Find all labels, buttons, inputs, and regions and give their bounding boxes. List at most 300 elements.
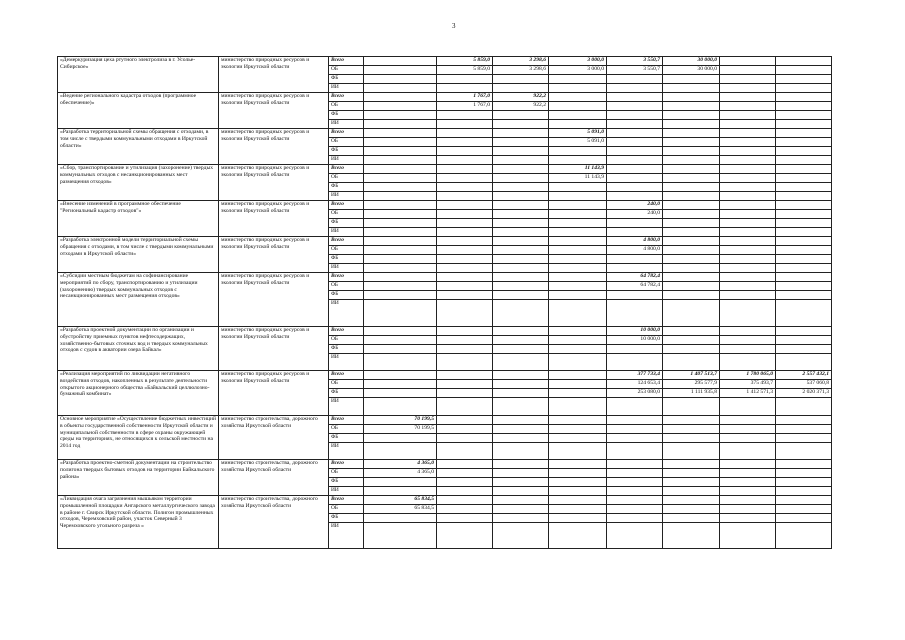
responsible-agency: министерство природных ресурсов и экологии Иркутской области (219, 371, 329, 416)
amount-cell (549, 192, 607, 201)
amount-cell (364, 66, 437, 75)
amount-cell: 3 550,7 (607, 66, 663, 75)
funding-source: ФБ (329, 478, 364, 487)
amount-cell (493, 282, 549, 291)
amount-cell (607, 434, 663, 443)
amount-cell (364, 345, 437, 354)
page-number: 3 (452, 22, 456, 30)
amount-cell (549, 300, 607, 327)
amount-cell (776, 354, 832, 371)
amount-cell (607, 75, 663, 84)
amount-cell (549, 425, 607, 434)
amount-cell (720, 201, 776, 210)
amount-cell (493, 336, 549, 345)
amount-cell (437, 460, 493, 469)
amount-cell (549, 354, 607, 371)
amount-cell (720, 291, 776, 300)
amount-cell (720, 111, 776, 120)
funding-source: Всего (329, 93, 364, 102)
funding-source: ИИ (329, 354, 364, 371)
amount-cell (776, 192, 832, 201)
amount-cell (493, 300, 549, 327)
amount-cell (364, 156, 437, 165)
amount-cell (364, 354, 437, 371)
amount-cell (776, 478, 832, 487)
amount-cell (663, 398, 720, 416)
funding-source: ФБ (329, 434, 364, 443)
amount-cell (437, 138, 493, 147)
amount-cell: 1 412 571,3 (720, 389, 776, 398)
responsible-agency: министерство природных ресурсов и экологии Иркутской области (219, 327, 329, 371)
amount-cell (776, 282, 832, 291)
amount-cell (607, 398, 663, 416)
amount-cell (364, 102, 437, 111)
amount-cell: 30 000,0 (663, 66, 720, 75)
amount-cell (549, 264, 607, 273)
amount-cell (437, 228, 493, 237)
amount-cell (437, 505, 493, 514)
amount-cell (437, 300, 493, 327)
amount-cell (549, 487, 607, 496)
amount-cell: 240,0 (607, 201, 663, 210)
amount-cell (720, 246, 776, 255)
amount-cell (663, 469, 720, 478)
amount-cell (776, 210, 832, 219)
amount-cell (720, 147, 776, 156)
amount-cell (663, 156, 720, 165)
amount-cell (493, 478, 549, 487)
amount-cell (720, 416, 776, 425)
amount-cell: 375 493,7 (720, 380, 776, 389)
amount-cell (364, 183, 437, 192)
amount-cell (607, 219, 663, 228)
amount-cell (607, 174, 663, 183)
amount-cell (364, 434, 437, 443)
amount-cell (437, 469, 493, 478)
funding-source: ФБ (329, 183, 364, 192)
amount-cell (663, 514, 720, 523)
amount-cell (549, 434, 607, 443)
activity-name: «Демеркуризация цеха ртутного электролиза в г. Усолье-Сибирское» (58, 57, 219, 93)
amount-cell (549, 514, 607, 523)
amount-cell (549, 102, 607, 111)
amount-cell (364, 84, 437, 93)
amount-cell (663, 138, 720, 147)
amount-cell (720, 282, 776, 291)
amount-cell (549, 371, 607, 380)
amount-cell (720, 273, 776, 282)
amount-cell (437, 129, 493, 138)
amount-cell (663, 246, 720, 255)
amount-cell (663, 237, 720, 246)
amount-cell (364, 478, 437, 487)
amount-cell: 70 199,5 (364, 425, 437, 434)
amount-cell (364, 443, 437, 460)
amount-cell (437, 398, 493, 416)
amount-cell (493, 228, 549, 237)
responsible-agency: министерство строительства, дорожного хозяйства Иркутской области (219, 496, 329, 549)
responsible-agency: министерство природных ресурсов и экологии Иркутской области (219, 57, 329, 93)
amount-cell (776, 183, 832, 192)
amount-cell (663, 129, 720, 138)
amount-cell (493, 219, 549, 228)
amount-cell (720, 345, 776, 354)
amount-cell (607, 165, 663, 174)
amount-cell (720, 138, 776, 147)
amount-cell: 1 111 935,8 (663, 389, 720, 398)
amount-cell (663, 416, 720, 425)
amount-cell (364, 75, 437, 84)
amount-cell (720, 210, 776, 219)
amount-cell (493, 84, 549, 93)
amount-cell: 5 859,0 (437, 66, 493, 75)
amount-cell (493, 147, 549, 156)
amount-cell (776, 66, 832, 75)
amount-cell (720, 156, 776, 165)
amount-cell (776, 75, 832, 84)
amount-cell (720, 354, 776, 371)
amount-cell: 64 782,4 (607, 273, 663, 282)
funding-source: ФБ (329, 75, 364, 84)
amount-cell (776, 273, 832, 282)
amount-cell: 5 091,0 (549, 138, 607, 147)
amount-cell (549, 416, 607, 425)
amount-cell (493, 443, 549, 460)
responsible-agency: министерство природных ресурсов и экологии Иркутской области (219, 273, 329, 327)
amount-cell (549, 210, 607, 219)
amount-cell (493, 75, 549, 84)
amount-cell (663, 192, 720, 201)
amount-cell (493, 138, 549, 147)
amount-cell: 11 143,9 (549, 165, 607, 174)
amount-cell (607, 102, 663, 111)
amount-cell (437, 523, 493, 549)
table-row (58, 93, 832, 102)
amount-cell (607, 345, 663, 354)
table-row (58, 201, 832, 210)
amount-cell (437, 165, 493, 174)
table-row (58, 496, 832, 505)
amount-cell (364, 300, 437, 327)
amount-cell (364, 398, 437, 416)
amount-cell (493, 460, 549, 469)
amount-cell (607, 84, 663, 93)
amount-cell (776, 147, 832, 156)
amount-cell (720, 336, 776, 345)
amount-cell (437, 120, 493, 129)
amount-cell (437, 345, 493, 354)
amount-cell (607, 460, 663, 469)
funding-source: ИИ (329, 300, 364, 327)
amount-cell: 10 000,0 (607, 327, 663, 336)
activity-name: «Разработка электронной модели территориальной схемы обращения с отходами, в том числе с твердыми коммунальными отходами в Иркутской области» (58, 237, 219, 273)
activity-name: Основное мероприятие «Осуществление бюджетных инвестиций в объекты государственной собственности Иркутской области и муниципальной собственности в сфере охраны окружающей среды на территориях, не относящихся к сельской местности на 2014 год (58, 416, 219, 460)
amount-cell (364, 111, 437, 120)
amount-cell (663, 273, 720, 282)
amount-cell (549, 237, 607, 246)
amount-cell (776, 398, 832, 416)
amount-cell (663, 478, 720, 487)
amount-cell (437, 443, 493, 460)
amount-cell: 253 080,0 (607, 389, 663, 398)
amount-cell (364, 201, 437, 210)
funding-source: ФБ (329, 389, 364, 398)
amount-cell (720, 327, 776, 336)
amount-cell (607, 514, 663, 523)
amount-cell (493, 129, 549, 138)
amount-cell (364, 138, 437, 147)
amount-cell (720, 443, 776, 460)
amount-cell: 4 365,0 (364, 460, 437, 469)
amount-cell (776, 434, 832, 443)
amount-cell (364, 219, 437, 228)
funding-source: Всего (329, 57, 364, 66)
amount-cell (549, 246, 607, 255)
amount-cell (549, 380, 607, 389)
amount-cell (493, 371, 549, 380)
amount-cell (776, 93, 832, 102)
amount-cell (607, 120, 663, 129)
amount-cell (493, 487, 549, 496)
amount-cell (437, 273, 493, 282)
activity-name: «Разработка проектной документации по организации и обустройству приемных пунктов нефтесодержащих, хозяйственно-бытовых сточных вод и твердых коммунальных отходов с судов в акватории озера Байкал» (58, 327, 219, 371)
amount-cell: 922,2 (493, 102, 549, 111)
amount-cell (493, 165, 549, 174)
amount-cell (364, 120, 437, 129)
amount-cell (607, 443, 663, 460)
amount-cell (364, 273, 437, 282)
funding-source: ОБ (329, 102, 364, 111)
amount-cell (437, 84, 493, 93)
amount-cell (493, 273, 549, 282)
funding-source: Всего (329, 496, 364, 505)
amount-cell (549, 336, 607, 345)
amount-cell (549, 460, 607, 469)
amount-cell (364, 174, 437, 183)
amount-cell (549, 496, 607, 505)
amount-cell (549, 345, 607, 354)
funding-source: ОБ (329, 282, 364, 291)
amount-cell: 5 859,0 (437, 57, 493, 66)
amount-cell (493, 156, 549, 165)
table-row (58, 165, 832, 174)
amount-cell (364, 255, 437, 264)
funding-source: ФБ (329, 291, 364, 300)
amount-cell (549, 389, 607, 398)
amount-cell: 1 767,0 (437, 102, 493, 111)
responsible-agency: министерство строительства, дорожного хозяйства Иркутской области (219, 416, 329, 460)
activity-name: «Субсидии местным бюджетам на софинансирование мероприятий по сбору, транспортированию и утилизации (захоронению) твердых коммунальных отходов с несанкционированных мест размещения отходов» (58, 273, 219, 327)
amount-cell (720, 129, 776, 138)
amount-cell: 3 298,6 (493, 66, 549, 75)
funding-source: Всего (329, 460, 364, 469)
amount-cell (364, 210, 437, 219)
amount-cell (549, 469, 607, 478)
amount-cell (493, 327, 549, 336)
amount-cell (720, 505, 776, 514)
amount-cell (607, 156, 663, 165)
amount-cell (493, 210, 549, 219)
amount-cell (437, 487, 493, 496)
amount-cell (663, 255, 720, 264)
amount-cell: 65 834,5 (364, 505, 437, 514)
amount-cell (663, 120, 720, 129)
amount-cell: 30 000,0 (663, 57, 720, 66)
amount-cell (720, 165, 776, 174)
amount-cell (720, 469, 776, 478)
amount-cell (776, 443, 832, 460)
amount-cell (776, 219, 832, 228)
amount-cell (607, 416, 663, 425)
amount-cell (607, 354, 663, 371)
amount-cell (364, 371, 437, 380)
funding-source: ИИ (329, 228, 364, 237)
amount-cell (607, 291, 663, 300)
funding-source: ОБ (329, 138, 364, 147)
amount-cell (607, 478, 663, 487)
amount-cell (720, 237, 776, 246)
amount-cell (437, 416, 493, 425)
amount-cell (607, 129, 663, 138)
amount-cell (663, 496, 720, 505)
responsible-agency: министерство природных ресурсов и экологии Иркутской области (219, 201, 329, 237)
funding-source: ОБ (329, 505, 364, 514)
amount-cell (663, 425, 720, 434)
amount-cell (364, 514, 437, 523)
amount-cell (720, 192, 776, 201)
amount-cell (549, 183, 607, 192)
amount-cell (437, 210, 493, 219)
amount-cell (663, 102, 720, 111)
amount-cell (437, 111, 493, 120)
amount-cell (776, 174, 832, 183)
amount-cell (493, 237, 549, 246)
amount-cell (437, 201, 493, 210)
amount-cell (549, 120, 607, 129)
amount-cell (493, 505, 549, 514)
table-row (58, 460, 832, 469)
amount-cell (549, 228, 607, 237)
amount-cell (364, 147, 437, 156)
amount-cell (776, 327, 832, 336)
amount-cell (437, 514, 493, 523)
amount-cell (720, 300, 776, 327)
funding-source: Всего (329, 327, 364, 336)
amount-cell (493, 523, 549, 549)
amount-cell: 1 407 513,7 (663, 371, 720, 380)
amount-cell (776, 425, 832, 434)
funding-source: ФБ (329, 219, 364, 228)
amount-cell (493, 201, 549, 210)
amount-cell (437, 354, 493, 371)
funding-source: ОБ (329, 66, 364, 75)
amount-cell (549, 505, 607, 514)
funding-source: ИИ (329, 398, 364, 416)
amount-cell (437, 336, 493, 345)
amount-cell (720, 425, 776, 434)
program-activities-table (57, 56, 832, 549)
amount-cell (493, 389, 549, 398)
amount-cell (364, 487, 437, 496)
amount-cell (776, 156, 832, 165)
funding-source: ИИ (329, 192, 364, 201)
funding-source: ОБ (329, 469, 364, 478)
amount-cell (437, 219, 493, 228)
amount-cell (663, 282, 720, 291)
activity-name: «Сбор, транспортирование и утилизация (захоронение) твердых коммунальных отходов с несанкционированных мест размещения отходов» (58, 165, 219, 201)
amount-cell (776, 469, 832, 478)
table-row (58, 237, 832, 246)
activity-name: «Ведение регионального кадастра отходов (программное обеспечение)» (58, 93, 219, 129)
amount-cell: 2 557 432,1 (776, 371, 832, 380)
amount-cell (776, 201, 832, 210)
amount-cell (493, 246, 549, 255)
amount-cell (437, 425, 493, 434)
amount-cell (437, 478, 493, 487)
amount-cell (607, 138, 663, 147)
amount-cell (493, 174, 549, 183)
amount-cell (493, 380, 549, 389)
amount-cell (437, 496, 493, 505)
amount-cell (493, 354, 549, 371)
amount-cell (607, 487, 663, 496)
amount-cell (437, 327, 493, 336)
funding-source: Всего (329, 165, 364, 174)
amount-cell (720, 487, 776, 496)
amount-cell: 11 143,9 (549, 174, 607, 183)
amount-cell (607, 255, 663, 264)
amount-cell (549, 523, 607, 549)
funding-source: Всего (329, 273, 364, 282)
amount-cell (776, 300, 832, 327)
amount-cell (720, 434, 776, 443)
amount-cell (776, 514, 832, 523)
amount-cell (776, 111, 832, 120)
amount-cell (364, 327, 437, 336)
amount-cell (663, 165, 720, 174)
amount-cell (549, 255, 607, 264)
amount-cell (776, 460, 832, 469)
table-row (58, 371, 832, 380)
amount-cell (776, 102, 832, 111)
amount-cell (776, 255, 832, 264)
amount-cell (776, 228, 832, 237)
amount-cell (364, 264, 437, 273)
amount-cell (663, 443, 720, 460)
funding-source: ОБ (329, 425, 364, 434)
amount-cell (493, 264, 549, 273)
amount-cell (720, 460, 776, 469)
amount-cell (663, 75, 720, 84)
funding-source: ИИ (329, 84, 364, 93)
amount-cell (364, 523, 437, 549)
amount-cell: 537 060,8 (776, 380, 832, 389)
amount-cell (549, 327, 607, 336)
amount-cell: 240,0 (607, 210, 663, 219)
amount-cell (437, 282, 493, 291)
amount-cell (776, 264, 832, 273)
amount-cell (493, 120, 549, 129)
amount-cell (493, 398, 549, 416)
funding-source: Всего (329, 416, 364, 425)
amount-cell (607, 496, 663, 505)
amount-cell: 922,2 (493, 93, 549, 102)
amount-cell (663, 210, 720, 219)
amount-cell (493, 183, 549, 192)
amount-cell: 3 298,6 (493, 57, 549, 66)
amount-cell (364, 237, 437, 246)
activity-name: «Разработка территориальной схемы обращения с отходами, в том числе с твердыми коммунальными отходами в Иркутской области» (58, 129, 219, 165)
